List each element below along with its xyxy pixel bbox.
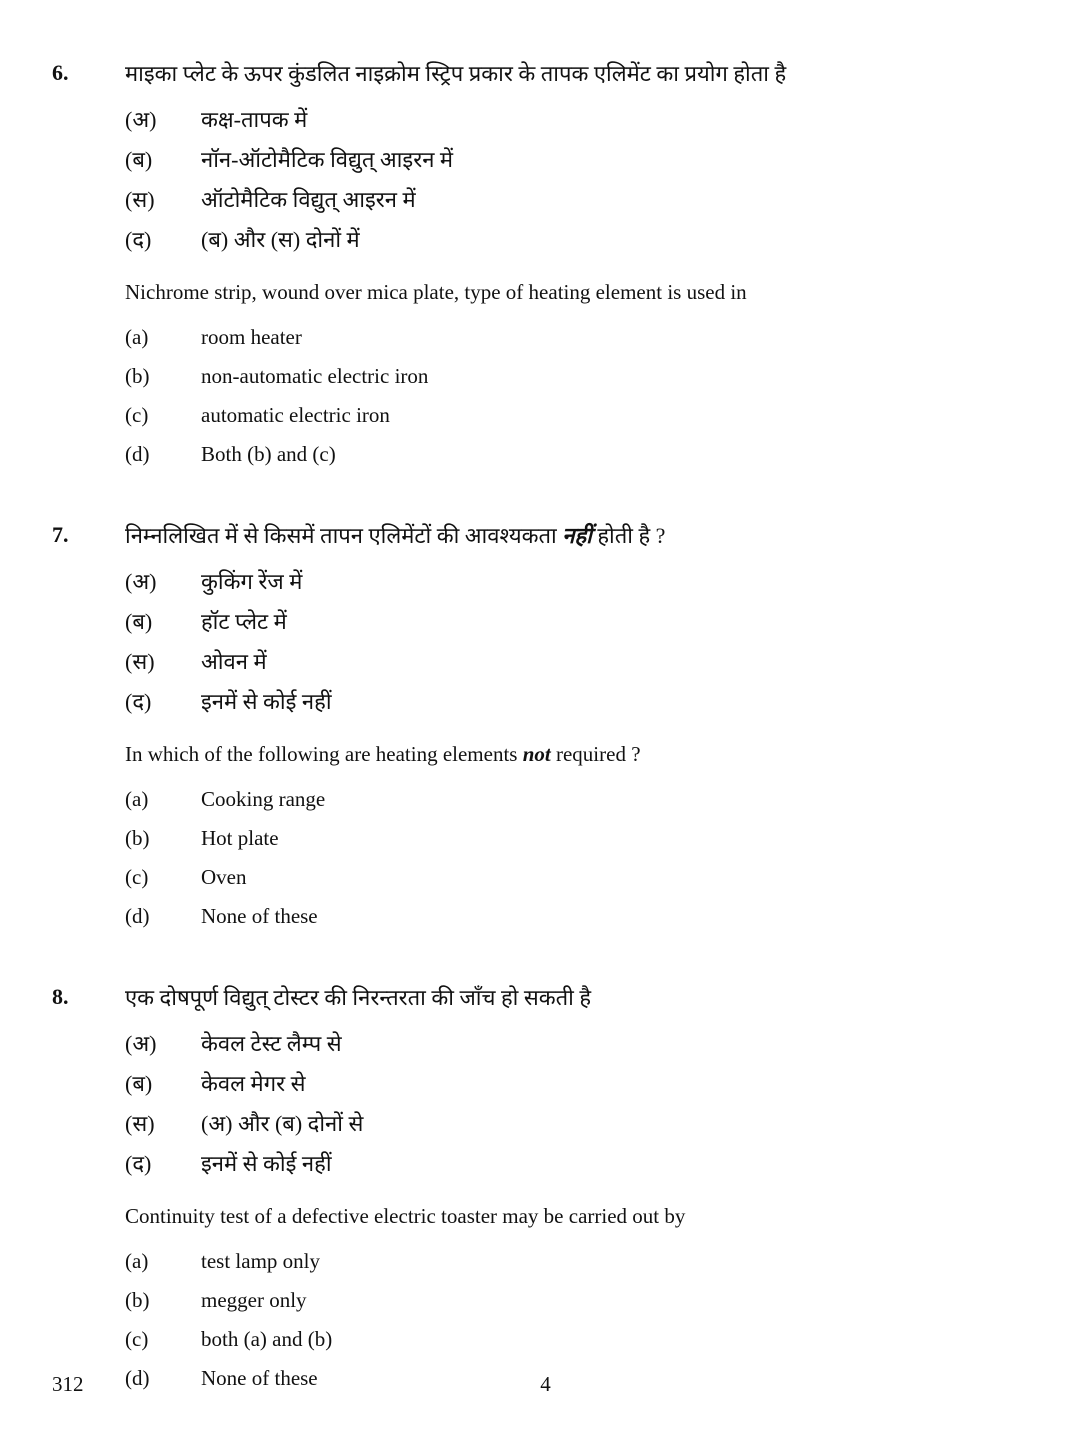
option-row: [125, 1281, 1021, 1320]
option-label: (d): [125, 441, 150, 466]
option-text: (अ) और (ब) दोनों से: [201, 1111, 364, 1137]
option-row: [125, 396, 1021, 435]
question-text-english: [125, 276, 1021, 309]
option-label: (d): [125, 903, 150, 928]
option-label: (b): [125, 363, 150, 388]
option-label: (द): [125, 689, 152, 715]
options-list-hindi: [125, 562, 1021, 722]
question-7: [52, 518, 1021, 952]
option-text: इनमें से कोई नहीं: [201, 1151, 332, 1177]
question-6: [52, 56, 1021, 490]
option-row: [125, 602, 1021, 642]
option-label: (b): [125, 825, 150, 850]
question-number: 7.: [52, 521, 69, 547]
option-text: megger only: [201, 1287, 307, 1312]
option-label: (a): [125, 786, 149, 811]
page-footer: [0, 1372, 1091, 1397]
option-text: Oven: [201, 864, 247, 889]
option-row: [125, 642, 1021, 682]
option-label: (स): [125, 187, 155, 213]
question-text-post: होती है ?: [591, 522, 666, 548]
option-text: Both (b) and (c): [201, 441, 336, 466]
question-body: [125, 980, 1021, 1414]
option-row: [125, 318, 1021, 357]
option-label: (ब): [125, 609, 153, 635]
option-label: (द): [125, 1151, 152, 1177]
option-text: केवल टेस्ट लैम्प से: [201, 1031, 342, 1056]
options-list-english: [125, 318, 1021, 474]
question-body: [125, 56, 1021, 490]
question-text-pre: निम्नलिखित में से किसमें तापन एलिमेंटों की आवश्यकता: [125, 522, 563, 548]
option-row: [125, 1242, 1021, 1281]
question-text-english: [125, 738, 1021, 771]
option-row: [125, 897, 1021, 936]
question-text-hindi: [125, 519, 1021, 553]
option-row: [125, 1024, 1021, 1064]
question-text-emphasis: नहीं: [562, 522, 592, 548]
option-text: None of these: [201, 903, 318, 928]
option-text: None of these: [201, 1365, 318, 1390]
paper-code: 312: [52, 1372, 84, 1396]
question-number: 6.: [52, 60, 69, 85]
option-label: (c): [125, 1326, 149, 1351]
question-text-pre: In which of the following are heating elements: [125, 742, 523, 767]
option-row: [125, 562, 1021, 602]
question-text-english: [125, 1200, 1021, 1233]
option-row: [125, 682, 1021, 722]
question-text-pre: Continuity test of a defective electric toaster may be carried out by: [125, 1204, 686, 1229]
option-label: (ब): [125, 147, 153, 173]
options-list-hindi: [125, 100, 1021, 260]
option-text: automatic electric iron: [201, 402, 390, 427]
option-label: (स): [125, 649, 155, 675]
option-text: नॉन-ऑटोमैटिक विद्युत् आइरन में: [201, 147, 454, 173]
option-text: ऑटोमैटिक विद्युत् आइरन में: [201, 187, 416, 213]
option-text: केवल मेगर से: [201, 1071, 306, 1097]
option-text: कक्ष-तापक में: [201, 107, 308, 133]
question-text-pre: एक दोषपूर्ण विद्युत् टोस्टर की निरन्तरता की जाँच हो सकती है: [125, 984, 592, 1010]
option-label: (अ): [125, 107, 157, 133]
option-row: [125, 140, 1021, 180]
option-label: (अ): [125, 1031, 157, 1056]
option-row: [125, 1320, 1021, 1359]
option-row: [125, 780, 1021, 819]
option-text: हॉट प्लेट में: [201, 609, 287, 635]
option-row: [125, 180, 1021, 220]
option-label: (a): [125, 324, 149, 349]
question-text-pre: Nichrome strip, wound over mica plate, type of heating element is used in: [125, 280, 747, 305]
option-row: [125, 435, 1021, 474]
option-label: (a): [125, 1248, 149, 1273]
option-label: (c): [125, 402, 149, 427]
option-text: Hot plate: [201, 825, 279, 850]
option-row: [125, 357, 1021, 396]
option-label: (द): [125, 227, 152, 253]
option-row: [125, 100, 1021, 140]
option-text: कुकिंग रेंज में: [201, 569, 303, 595]
page-number: 4: [540, 1372, 551, 1396]
options-list-english: [125, 780, 1021, 936]
option-label: (स): [125, 1111, 155, 1137]
option-row: [125, 1064, 1021, 1104]
question-text-hindi: [125, 981, 1021, 1015]
option-label: (c): [125, 864, 149, 889]
option-text: non-automatic electric iron: [201, 363, 429, 388]
question-text-hindi: [125, 57, 1021, 91]
option-label: (ब): [125, 1071, 153, 1097]
option-text: Cooking range: [201, 786, 326, 811]
option-text: room heater: [201, 324, 302, 349]
option-text: ओवन में: [201, 649, 267, 675]
option-text: (ब) और (स) दोनों में: [201, 227, 360, 253]
option-row: [125, 220, 1021, 260]
option-row: [125, 858, 1021, 897]
option-text: test lamp only: [201, 1248, 320, 1273]
question-8: [52, 980, 1021, 1414]
option-label: (अ): [125, 569, 157, 595]
option-row: [125, 1144, 1021, 1184]
options-list-hindi: [125, 1024, 1021, 1184]
option-row: [125, 1104, 1021, 1144]
option-row: [125, 819, 1021, 858]
question-body: [125, 518, 1021, 952]
option-label: (b): [125, 1287, 150, 1312]
question-number: 8.: [52, 983, 69, 1009]
question-text-emphasis: not: [522, 742, 551, 767]
option-text: both (a) and (b): [201, 1326, 333, 1351]
option-text: इनमें से कोई नहीं: [201, 689, 332, 715]
question-text-post: required ?: [550, 742, 641, 767]
option-label: (d): [125, 1365, 150, 1390]
question-text-pre: माइका प्लेट के ऊपर कुंडलित नाइक्रोम स्ट्रिप प्रकार के तापक एलिमेंट का प्रयोग होता है: [125, 61, 787, 86]
